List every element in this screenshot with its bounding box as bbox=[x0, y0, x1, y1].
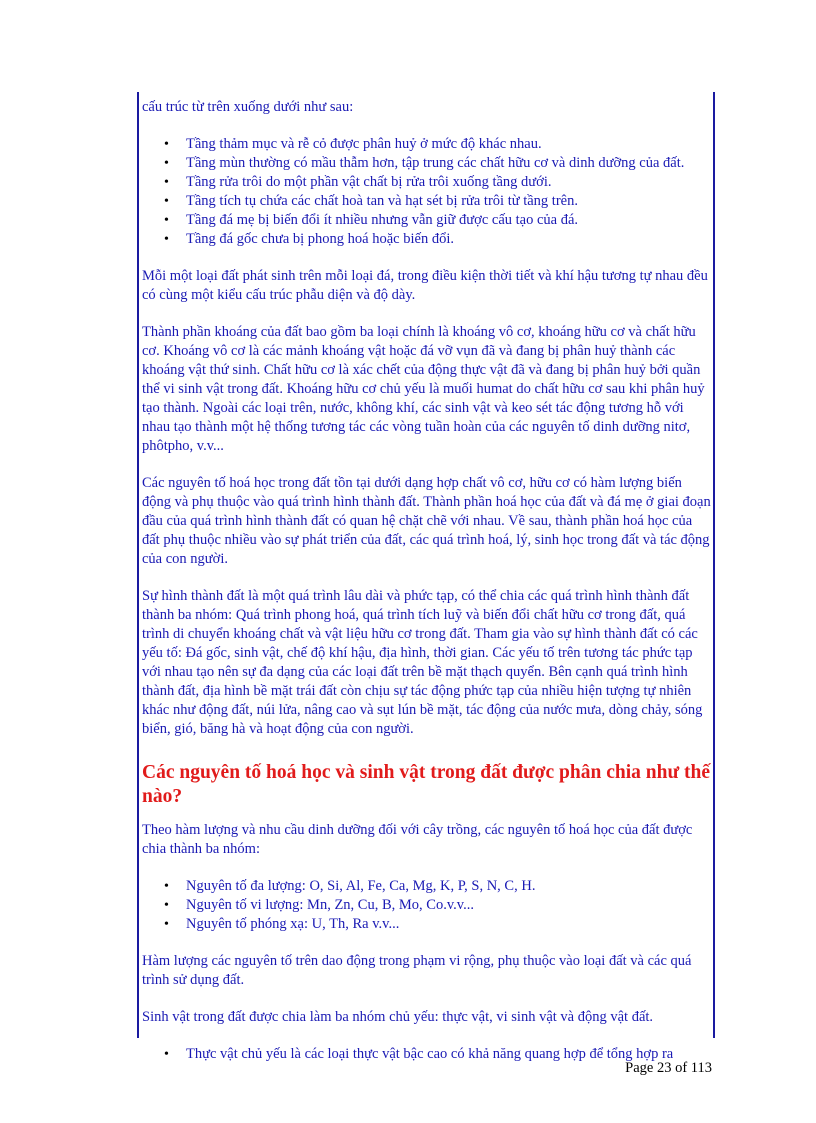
paragraph: Hàm lượng các nguyên tố trên dao động trong phạm vi rộng, phụ thuộc vào loại đất và các quá trình sử dụng đất. bbox=[142, 953, 692, 988]
list-item: • Nguyên tố đa lượng: O, Si, Al, Fe, Ca, Mg, K, P, S, N, C, H. bbox=[186, 877, 712, 896]
paragraph: Theo hàm lượng và nhu cầu dinh dưỡng đối với cây trồng, các nguyên tố hoá học của đất được chia thành ba nhóm: bbox=[142, 822, 693, 857]
list-item: • Nguyên tố vi lượng: Mn, Zn, Cu, B, Mo, Co.v.v... bbox=[186, 896, 712, 915]
list-item: • Nguyên tố phóng xạ: U, Th, Ra v.v... bbox=[186, 915, 712, 934]
page-content bbox=[142, 98, 712, 1064]
list-item: • Tầng thảm mục và rễ cỏ được phân huỷ ở mức độ khác nhau. bbox=[186, 135, 712, 154]
page-number: Page 23 of 113 bbox=[625, 1060, 712, 1076]
paragraph: Thành phần khoáng của đất bao gồm ba loại chính là khoáng vô cơ, khoáng hữu cơ và chất hữu cơ. Khoáng vô cơ là các mảnh khoáng vật hoặc đá vỡ vụn đã và đang bị phân huỷ thành các khoáng vật thứ sinh. Chất hữu cơ là xác chết của động thực vật đã và đang bị phân huỷ bởi quần thể vi sinh vật trong đất. Khoáng hữu cơ chủ yếu là muối humat do chất hữu cơ sau khi phân huỷ tạo thành. Ngoài các loại trên, nước, không khí, các sinh vật và keo sét tác động tương hỗ với nhau tạo thành một hệ thống tương tác các vòng tuần hoàn của các nguyên tố dinh dưỡng nitơ, phôtpho, v.v... bbox=[142, 324, 705, 454]
list-item: • Tầng đá mẹ bị biến đổi ít nhiều nhưng vẫn giữ được cấu tạo của đá. bbox=[186, 211, 712, 230]
paragraph: Sinh vật trong đất được chia làm ba nhóm chủ yếu: thực vật, vi sinh vật và động vật đất. bbox=[142, 1009, 654, 1025]
list-item: • Tầng mùn thường có mầu thẫm hơn, tập trung các chất hữu cơ và dinh dưỡng của đất. bbox=[186, 154, 712, 173]
section-heading: Các nguyên tố hoá học và sinh vật trong đất được phân chia như thế nào? bbox=[142, 762, 711, 807]
paragraph: Sự hình thành đất là một quá trình lâu dài và phức tạp, có thể chia các quá trình hình thành đất thành ba nhóm: Quá trình phong hoá, quá trình tích luỹ và biến đổi chất hữu cơ trong đất, quá trình di chuyển khoáng chất và vật liệu hữu cơ trong đất. Tham gia vào sự hình thành đất có các yếu tố: Đá gốc, sinh vật, chế độ khí hậu, địa hình, thời gian. Các yếu tố trên tương tác phức tạp với nhau tạo nên sự đa dạng của các loại đất trên bề mặt thạch quyển. Bên cạnh quá trình hình thành đất, địa hình bề mặt trái đất còn chịu sự tác động phức tạp của nhiều hiện tượng tự nhiên khác như động đất, núi lửa, nâng cao và sụt lún bề mặt, tác động của nước mưa, dòng chảy, sóng biển, gió, băng hà và hoạt động của con người. bbox=[142, 588, 703, 737]
list-item: • Thực vật chủ yếu là các loại thực vật bậc cao có khả năng quang hợp để tổng hợp ra bbox=[186, 1045, 712, 1064]
paragraph: Mỗi một loại đất phát sinh trên mỗi loại đá, trong điều kiện thời tiết và khí hậu tương tự nhau đều có cùng một kiểu cấu trúc phẫu diện và độ dày. bbox=[142, 268, 708, 303]
intro-text: cấu trúc từ trên xuống dưới như sau: bbox=[142, 99, 354, 115]
list-item: • Tầng tích tụ chứa các chất hoà tan và hạt sét bị rửa trôi từ tầng trên. bbox=[186, 192, 712, 211]
list-item: • Tầng rửa trôi do một phần vật chất bị rửa trôi xuống tầng dưới. bbox=[186, 173, 712, 192]
paragraph: Các nguyên tố hoá học trong đất tồn tại dưới dạng hợp chất vô cơ, hữu cơ có hàm lượng biến động và phụ thuộc vào quá trình hình thành đất. Thành phần hoá học của đất và đá mẹ ở giai đoạn đầu của quá trình hình thành đất có quan hệ chặt chẽ với nhau. Về sau, thành phần hoá học của đất phụ thuộc nhiều vào sự phát triển của đất, các quá trình hoá, lý, sinh học trong đất và tác động của con người. bbox=[142, 475, 711, 567]
soil-layers-list bbox=[142, 135, 712, 249]
list-item: • Tầng đá gốc chưa bị phong hoá hoặc biến đổi. bbox=[186, 230, 712, 249]
elements-list bbox=[142, 877, 712, 934]
